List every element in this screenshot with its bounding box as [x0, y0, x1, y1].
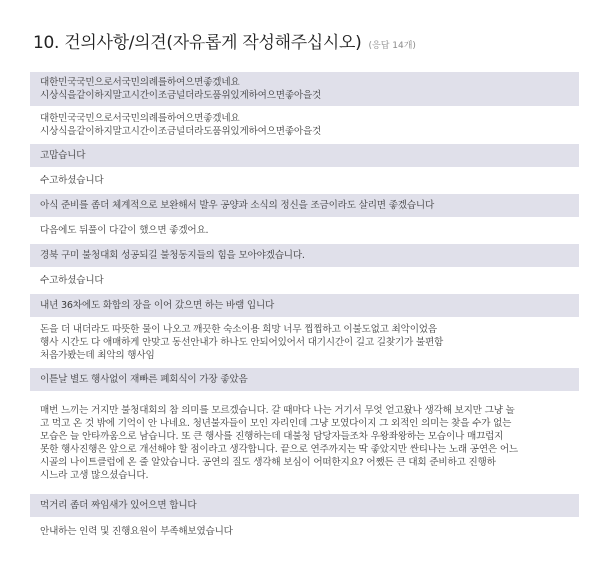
- response-text-line: 수고하셨습니다: [40, 175, 104, 186]
- response-text-line: 다음에도 뒤풀이 다같이 했으면 좋겠어요.: [40, 225, 209, 236]
- response-item: [30, 493, 579, 518]
- response-text-line: 시상식을같이하지말고시간이조금널더라도품위있게하여으면좋아을것: [40, 90, 322, 101]
- response-text-line: 모습은 늘 안타까움으로 남습니다. 또 큰 행사를 진행하는데 대불청 담당자들조차 우왕좌왕하는 모습이나 매끄럽지: [40, 430, 504, 442]
- response-text-line: 고맙습니다: [40, 150, 86, 161]
- response-item: [30, 293, 579, 318]
- response-list: [30, 71, 579, 544]
- response-item: [30, 243, 579, 268]
- response-text-line: 대한민국국민으로서국민의례를하여으면좋겠네요: [40, 77, 240, 88]
- response-item: [30, 318, 579, 367]
- response-text-line: 시상식을같이하지말고시간이조금널더라도품위있게하여으면좋아을것: [40, 126, 322, 137]
- response-item: [30, 143, 579, 168]
- response-text-line: 시골의 나이트클럽에 온 줄 알았습니다. 공연의 질도 생각해 보심이 어떠한지요? 어쨌든 큰 대회 준비하고 진행하: [40, 456, 496, 468]
- response-item: [30, 107, 579, 143]
- response-text-line: 행사 시간도 다 애매하게 안맞고 동선안내가 하나도 안되어있어서 대기시간이 길고 길찾기가 불편함: [40, 337, 444, 348]
- response-text-line: 고 먹고 온 것 밖에 기억이 안 나네요. 청년불자들이 모인 자리인데 그냥 모였다이지 그 외적인 의미는 찾을 수가 없는: [40, 417, 512, 429]
- response-item: [30, 218, 579, 243]
- question-header: [33, 28, 416, 53]
- response-item: [30, 367, 579, 392]
- response-item: [30, 168, 579, 193]
- response-text-line: 못한 행사진행은 앞으로 개선해야 할 점이라고 생각합니다. 끝으로 연주까지는 딱 좋았지만 싼티나는 노래 공연은 어느: [40, 443, 518, 455]
- response-item: [30, 268, 579, 293]
- response-text-line: 처음가봤는데 최악의 행사임: [40, 350, 155, 361]
- response-text-line: 매번 느끼는 거지만 불청대회의 참 의미를 모르겠습니다. 갈 때마다 나는 거기서 무엇 얻고왔나 생각해 보지만 그냥 놀: [40, 404, 515, 416]
- response-count: (응답 14개): [368, 41, 416, 51]
- response-text-line: 수고하셨습니다: [40, 275, 104, 286]
- response-text-line: 이튿날 별도 행사없이 재빠른 폐회식이 가장 좋았음: [40, 374, 248, 385]
- response-text-line: 시느라 고생 많으셨습니다.: [40, 469, 149, 481]
- response-text-line: 경북 구미 불청대회 성공되길 불청동지들의 힘을 모아야겠습니다.: [40, 250, 305, 261]
- response-text-line: 돈을 더 내더라도 따뜻한 물이 나오고 깨끗한 숙소이용 희망 너무 찝찝하고 이불도없고 최악이었음: [40, 324, 437, 335]
- response-item: [30, 193, 579, 218]
- response-item: [30, 392, 579, 493]
- response-text-line: 대한민국국민으로서국민의례를하여으면좋겠네요: [40, 113, 240, 124]
- response-item: [30, 518, 579, 544]
- question-title: 10. 건의사항/의견(자유롭게 작성해주십시오): [33, 33, 362, 53]
- response-text-line: 아식 준비를 좀더 체계적으로 보완해서 발우 공양과 소식의 정신을 조금이라도 살리면 좋겠습니다: [40, 200, 435, 211]
- response-text-line: 먹거리 좀더 짜임새가 있어으면 합니다: [40, 500, 197, 511]
- response-text-line: 안내하는 인력 및 진행요원이 부족해보였습니다: [40, 525, 233, 537]
- response-text-line: 내년 36차에도 화합의 장을 이어 갔으면 하는 바램 입니다: [40, 300, 275, 311]
- response-item: [30, 71, 579, 107]
